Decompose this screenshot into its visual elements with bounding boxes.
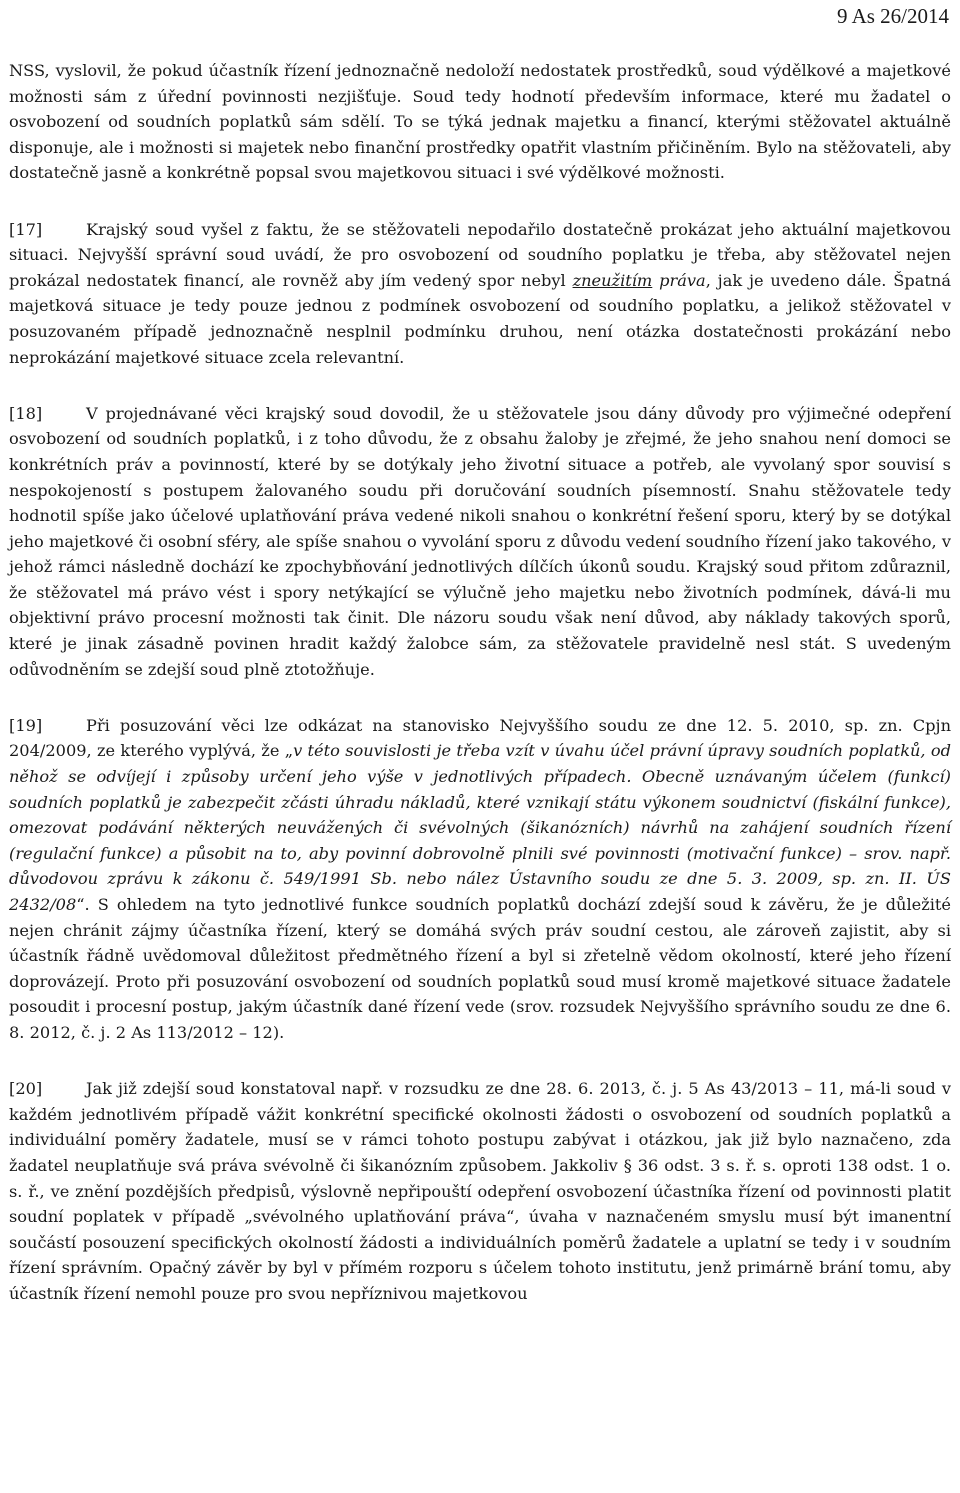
paragraph-number: [17] bbox=[9, 219, 43, 239]
document-body bbox=[9, 58, 951, 1337]
paragraph-text: V projednávané věci krajský soud dovodil, že u stěžovatele jsou dány důvody pro výjimečné odepření osvobození od soudních poplatků, i z toho důvodu, že z obsahu žaloby je zřejmé, že jeho snahou není domoci se konkrétních práv a povinností, které by se dotýkaly jeho životní situace a potřeb, ale vyvolaný spor souvisí s nespokojeností s postupem žalovaného soudu při doručování soudních písemností. Snahu stěžovatele tedy hodnotil spíše jako účelové uplatňování práva vedené nikoli snahou o konkrétní řešení sporu, který by se dotýkal jeho majetkové či osobní sféry, ale spíše snahou o vyvolání sporu z důvodu vedení soudního řízení jako takového, v jehož rámci následně dochází ke zpochybňování jednotlivých dílčích úkonů soudu. Krajský soud přitom zdůraznil, že stěžovatel má právo vést i spory netýkající se výlučně jeho majetku nebo životních podmínek, dává-li mu objektivní právo procesní možnosti tak činit. Dle názoru soudu však není důvod, aby náklady takových sporů, které je jinak zásadně povinen hradit každý žalobce sám, za stěžovatele pravidelně nesl stát. S uvedeným odůvodněním se zdejší soud plně ztotožňuje. bbox=[9, 403, 951, 679]
paragraph-number: [18] bbox=[9, 403, 43, 423]
emphasized-text: práva bbox=[659, 270, 706, 290]
paragraph-text: NSS, vyslovil, že pokud účastník řízení jednoznačně nedoloží nedostatek prostředků, soud výdělkové a majetkové možnosti sám z úřední povinnosti nezjišťuje. Soud tedy hodnotí především informace, které mu žadatel o osvobození od soudních poplatků sám sdělí. To se týká jednak majetku a financí, kterými stěžovatel aktuálně disponuje, ale i možnosti si majetek nebo finanční prostředky opatřit vlastním přičiněním. Bylo na stěžovateli, aby dostatečně jasně a konkrétně popsal svou majetkovou situaci i své výdělkové možnosti. bbox=[9, 61, 951, 183]
paragraph bbox=[9, 58, 951, 186]
paragraph bbox=[9, 1076, 951, 1306]
emphasized-text: v této souvislosti je třeba vzít v úvahu účel právní úpravy soudních poplatků, od něhož se odvíjejí i způsoby určení jeho výše v jednotlivých případech. Obecně uznávaným účelem (funkcí) soudních poplatků je zabezpečit zčásti úhradu nákladů, které vznikají státu výkonem soudnictví (fiskální funkce), omezovat podávání některých neuvážených či svévolných (šikanózních) návrhů na zahájení soudních řízení (regulační funkce) a působit na to, aby povinní dobrovolně plnili své povinnosti (motivační funkce) – srov. např. důvodovou zprávu k zákonu č. 549/1991 Sb. nebo nález Ústavního soudu ze dne 5. 3. 2009, sp. zn. II. ÚS 2432/08 bbox=[9, 741, 951, 914]
paragraph-text: Krajský soud vyšel z faktu, že se stěžovateli nepodařilo dostatečně prokázat jeho aktuální majetkovou situaci. Nejvyšší správní soud uvádí, že pro osvobození od soudního poplatku je třeba, aby stěžovatel nejen prokázal nedostatek financí, ale rovněž aby jím vedený spor nebyl bbox=[9, 219, 951, 290]
paragraph bbox=[9, 401, 951, 683]
paragraph bbox=[9, 713, 951, 1046]
paragraph-number: [19] bbox=[9, 715, 43, 735]
paragraph bbox=[9, 217, 951, 371]
emphasized-text: zneužitím bbox=[572, 270, 653, 290]
paragraph-text: , jak je uvedeno dále. Špatná majetková situace je tedy pouze jednou z podmínek osvobození od soudního poplatku, a jelikož stěžovatel v posuzovaném případě jednoznačně nesplnil podmínku druhou, není otázka dostatečnosti prokázání nebo neprokázání majetkové situace zcela relevantní. bbox=[9, 270, 951, 367]
paragraph-text: Jak již zdejší soud konstatoval např. v rozsudku ze dne 28. 6. 2013, č. j. 5 As 43/2013 – 11, má-li soud v každém jednotlivém případě vážit konkrétní specifické okolnosti žádosti o osvobození od soudních poplatků a individuální poměry žadatele, musí se v rámci tohoto postupu zabývat i otázkou, jak již bylo naznačeno, zda žadatel neuplatňuje svá práva svévolně či šikanózním způsobem. Jakkoliv § 36 odst. 3 s. ř. s. oproti 138 odst. 1 o. s. ř., ve znění pozdějších předpisů, výslovně nepřipouští odepření osvobození účastníka řízení od povinnosti platit soudní poplatek v případě „svévolného uplatňování práva“, úvaha v naznačeném smyslu musí být imanentní součástí posouzení specifických okolností žádosti a individuálních poměrů žadatele a uplatní se tedy i v soudním řízení správním. Opačný závěr by byl v přímém rozporu s účelem tohoto institutu, jenž primárně brání tomu, aby účastník řízení nemohl pouze pro svou nepříznivou majetkovou bbox=[9, 1079, 951, 1303]
paragraph-number: [20] bbox=[9, 1079, 43, 1099]
file-reference: 9 As 26/2014 bbox=[836, 4, 949, 28]
paragraph-text: “. S ohledem na tyto jednotlivé funkce soudních poplatků dochází zdejší soud k závěru, že je důležité nejen chránit zájmy účastníka řízení, který se domáhá svých práv soudní cestou, ale zároveň zajistit, aby si účastník řádně uvědomoval důležitost předmětného řízení a byl si zřetelně vědom okolností, které jeho řízení doprovázejí. Proto při posuzování osvobození od soudních poplatků soud musí kromě majetkové situace žadatele posoudit i procesní postup, jakým účastník dané řízení vede (srov. rozsudek Nejvyššího správního soudu ze dne 6. 8. 2012, č. j. 2 As 113/2012 – 12). bbox=[9, 895, 951, 1042]
paragraph-text: Při posuzování věci lze odkázat na stanovisko Nejvyššího soudu ze dne 12. 5. 2010, sp. zn. Cpjn 204/2009, ze kterého vyplývá, že „ bbox=[9, 715, 951, 761]
